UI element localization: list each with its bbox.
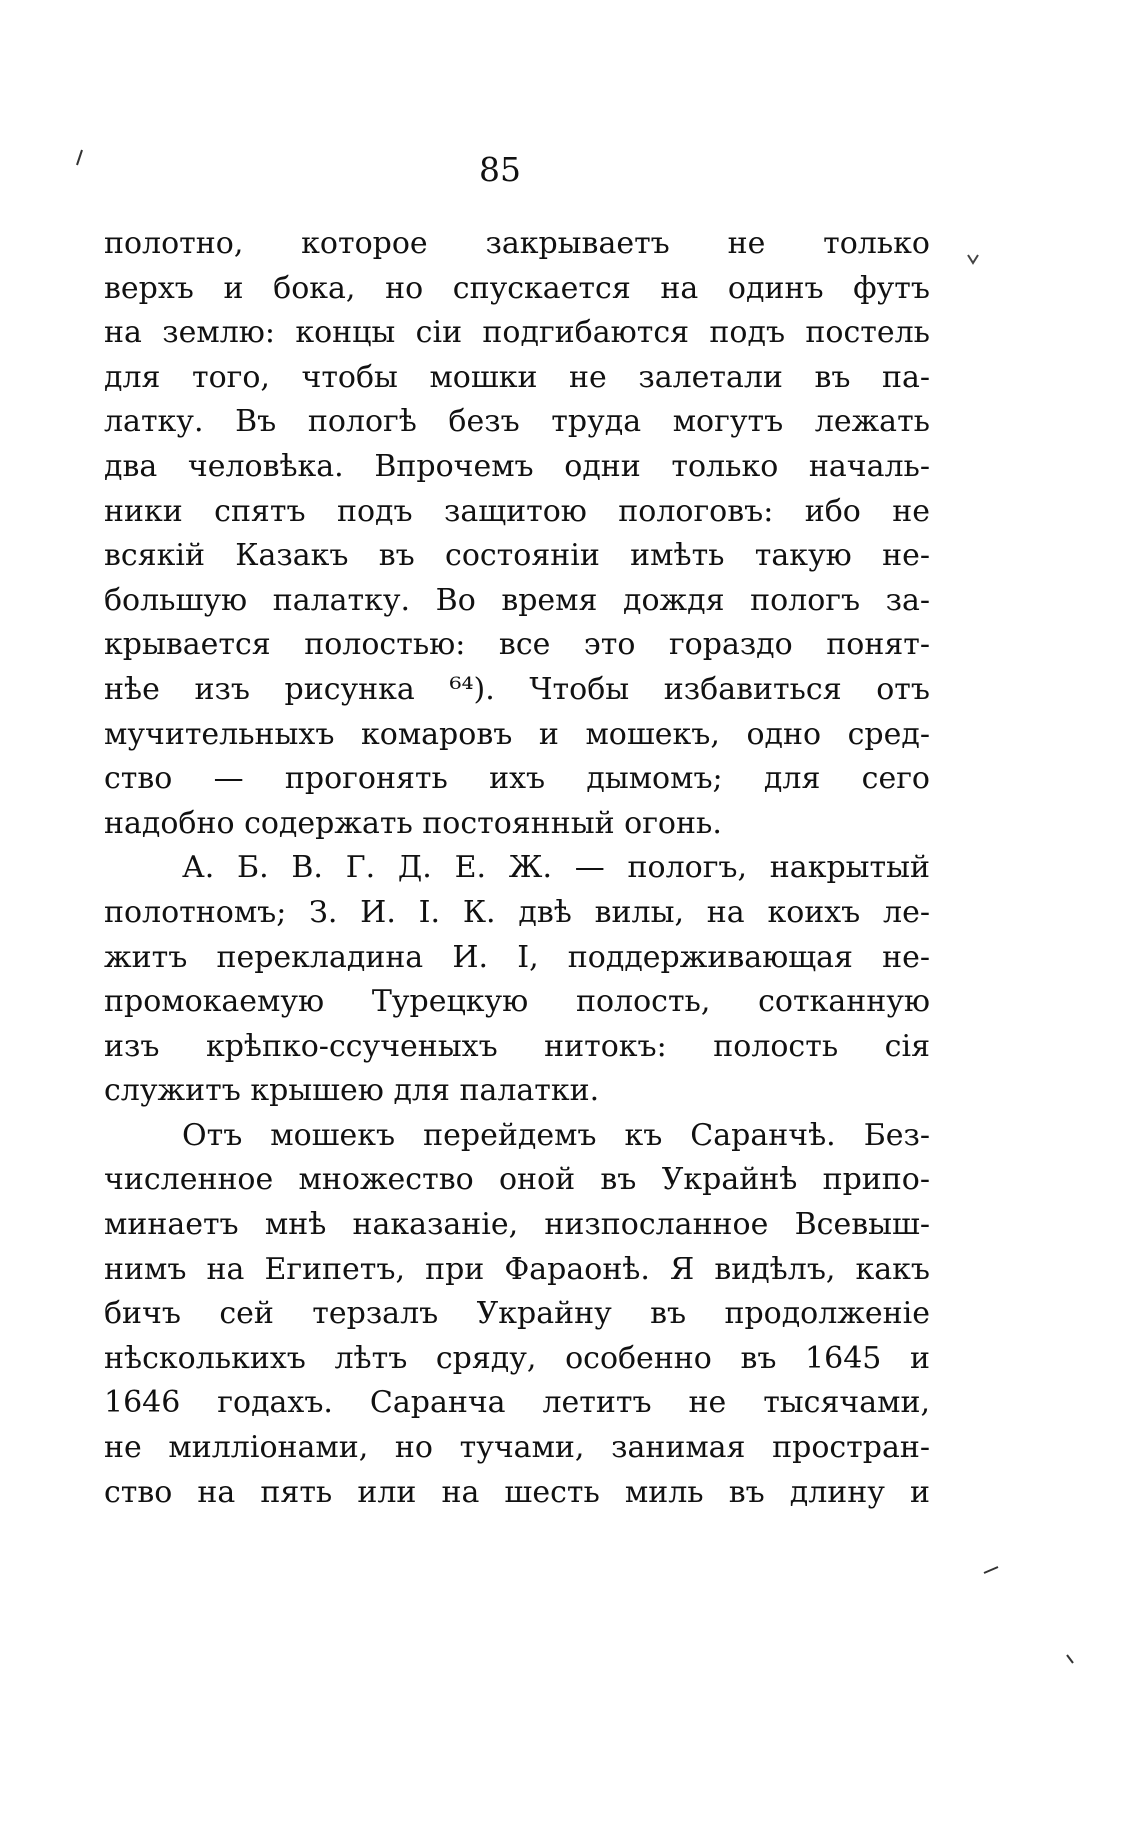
stray-mark-icon: [966, 252, 980, 266]
text-line: нимъ на Египетъ, при Фараонѣ. Я видѣлъ, какъ: [104, 1251, 930, 1287]
page-number: 85: [479, 150, 521, 189]
text-line: не милліонами, но тучами, занимая простран-: [104, 1430, 930, 1466]
text-line: нѣсколькихъ лѣтъ сряду, особенно въ 1645 и: [104, 1340, 930, 1376]
text-line: крывается полостью: все это гораздо понят-: [104, 627, 930, 663]
stray-mark-icon: [983, 1565, 999, 1575]
text-line: нѣе изъ рисунка ⁶⁴). Чтобы избавиться отъ: [104, 671, 930, 707]
text-line: А. Б. В. Г. Д. Е. Ж. — пологъ, накрытый: [182, 850, 930, 886]
text-line: ники спятъ подъ защитою пологовъ: ибо не: [104, 493, 930, 529]
text-line: для того, чтобы мошки не залетали въ па-: [104, 359, 930, 395]
stray-mark-icon: [1065, 1653, 1075, 1665]
text-line: 1646 годахъ. Саранча летитъ не тысячами,: [104, 1385, 930, 1421]
text-line: верхъ и бока, но спускается на одинъ футъ: [104, 270, 930, 306]
text-line: численное множество оной въ Украйнѣ припо-: [104, 1162, 930, 1198]
body-text: [104, 222, 930, 1515]
text-line: изъ крѣпко-ссученыхъ нитокъ: полость сія: [104, 1028, 930, 1064]
text-line: всякій Казакъ въ состояніи имѣть такую не-: [104, 538, 930, 574]
text-line: бичъ сей терзалъ Украйну въ продолженіе: [104, 1296, 930, 1332]
text-line: два человѣка. Впрочемъ одни только началь-: [104, 448, 930, 484]
text-line: ство — прогонять ихъ дымомъ; для сего: [104, 761, 930, 797]
text-line: полотно, которое закрываетъ не только: [104, 226, 930, 261]
text-line: житъ перекладина И. І, поддерживающая не-: [104, 939, 930, 975]
text-line: надобно содержать постоянный огонь.: [104, 805, 722, 841]
stray-mark-icon: [74, 148, 84, 168]
text-line: мучительныхъ комаровъ и мошекъ, одно сред-: [104, 716, 930, 752]
text-line: ство на пять или на шесть миль въ длину и: [104, 1474, 930, 1510]
text-line: минаетъ мнѣ наказаніе, низпосланное Всевыш-: [104, 1207, 930, 1243]
text-line: промокаемую Турецкую полость, сотканную: [104, 984, 930, 1020]
text-line: служитъ крышею для палатки.: [104, 1073, 600, 1109]
text-line: на землю: концы сіи подгибаются подъ постель: [104, 315, 930, 351]
text-line: полотномъ; З. И. І. К. двѣ вилы, на коихъ ле-: [104, 894, 930, 930]
text-line: большую палатку. Во время дождя пологъ за-: [104, 582, 930, 618]
text-line: латку. Въ пологѣ безъ труда могутъ лежать: [104, 404, 930, 440]
text-line: Отъ мошекъ перейдемъ къ Саранчѣ. Без-: [182, 1117, 930, 1153]
